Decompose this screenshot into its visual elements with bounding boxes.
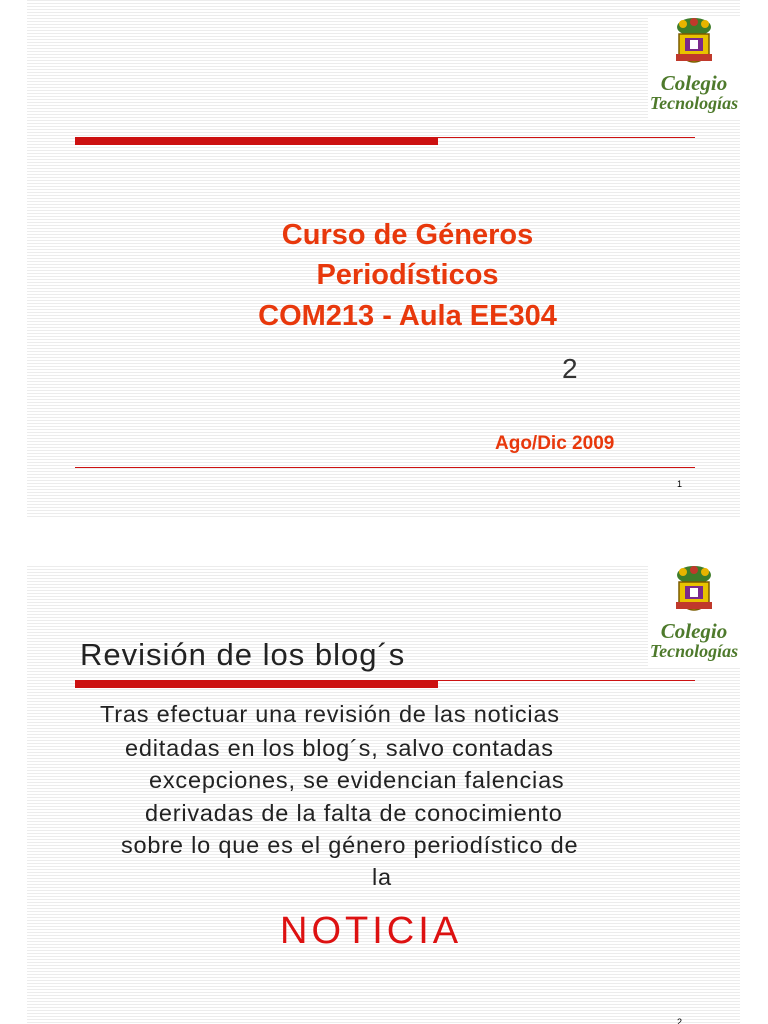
page-number: 2 bbox=[677, 1017, 683, 1024]
course-title-line-3: COM213 - Aula EE304 bbox=[258, 300, 557, 332]
body-text-line: derivadas de la falta de conocimiento bbox=[145, 800, 563, 826]
college-logo bbox=[648, 18, 740, 118]
logo-text-colegio: Colegio bbox=[660, 619, 728, 643]
title-accent-bar bbox=[75, 137, 438, 145]
logo-text-tecnologias: Tecnologías bbox=[649, 93, 739, 113]
page-number: 1 bbox=[677, 479, 683, 489]
course-title-line-1: Curso de Géneros bbox=[281, 219, 534, 251]
slide-heading: Revisión de los blog´s bbox=[80, 637, 406, 672]
logo-text-tecnologias: Tecnologías bbox=[649, 641, 739, 661]
college-logo bbox=[648, 566, 740, 666]
slide-1 bbox=[27, 0, 740, 518]
slide-2 bbox=[27, 566, 740, 1024]
title-accent-bar bbox=[75, 680, 438, 688]
body-text-line: editadas en los blog´s, salvo contadas bbox=[125, 735, 554, 761]
body-text-line: excepciones, se evidencian falencias bbox=[149, 767, 565, 793]
crest-icon bbox=[672, 18, 716, 72]
body-text-line: la bbox=[372, 864, 392, 890]
emphasis-word: NOTICIA bbox=[280, 910, 463, 952]
logo-text-colegio: Colegio bbox=[660, 71, 728, 95]
crest-icon bbox=[672, 566, 716, 620]
course-date: Ago/Dic 2009 bbox=[495, 433, 615, 454]
bottom-divider bbox=[75, 467, 695, 468]
body-text-line: sobre lo que es el género periodístico de bbox=[121, 832, 579, 858]
top-divider bbox=[75, 137, 695, 138]
course-title-line-2: Periodísticos bbox=[316, 259, 499, 291]
top-divider bbox=[75, 680, 695, 681]
slide-number-label: 2 bbox=[562, 353, 578, 384]
body-text-line: Tras efectuar una revisión de las noticias bbox=[100, 701, 560, 727]
